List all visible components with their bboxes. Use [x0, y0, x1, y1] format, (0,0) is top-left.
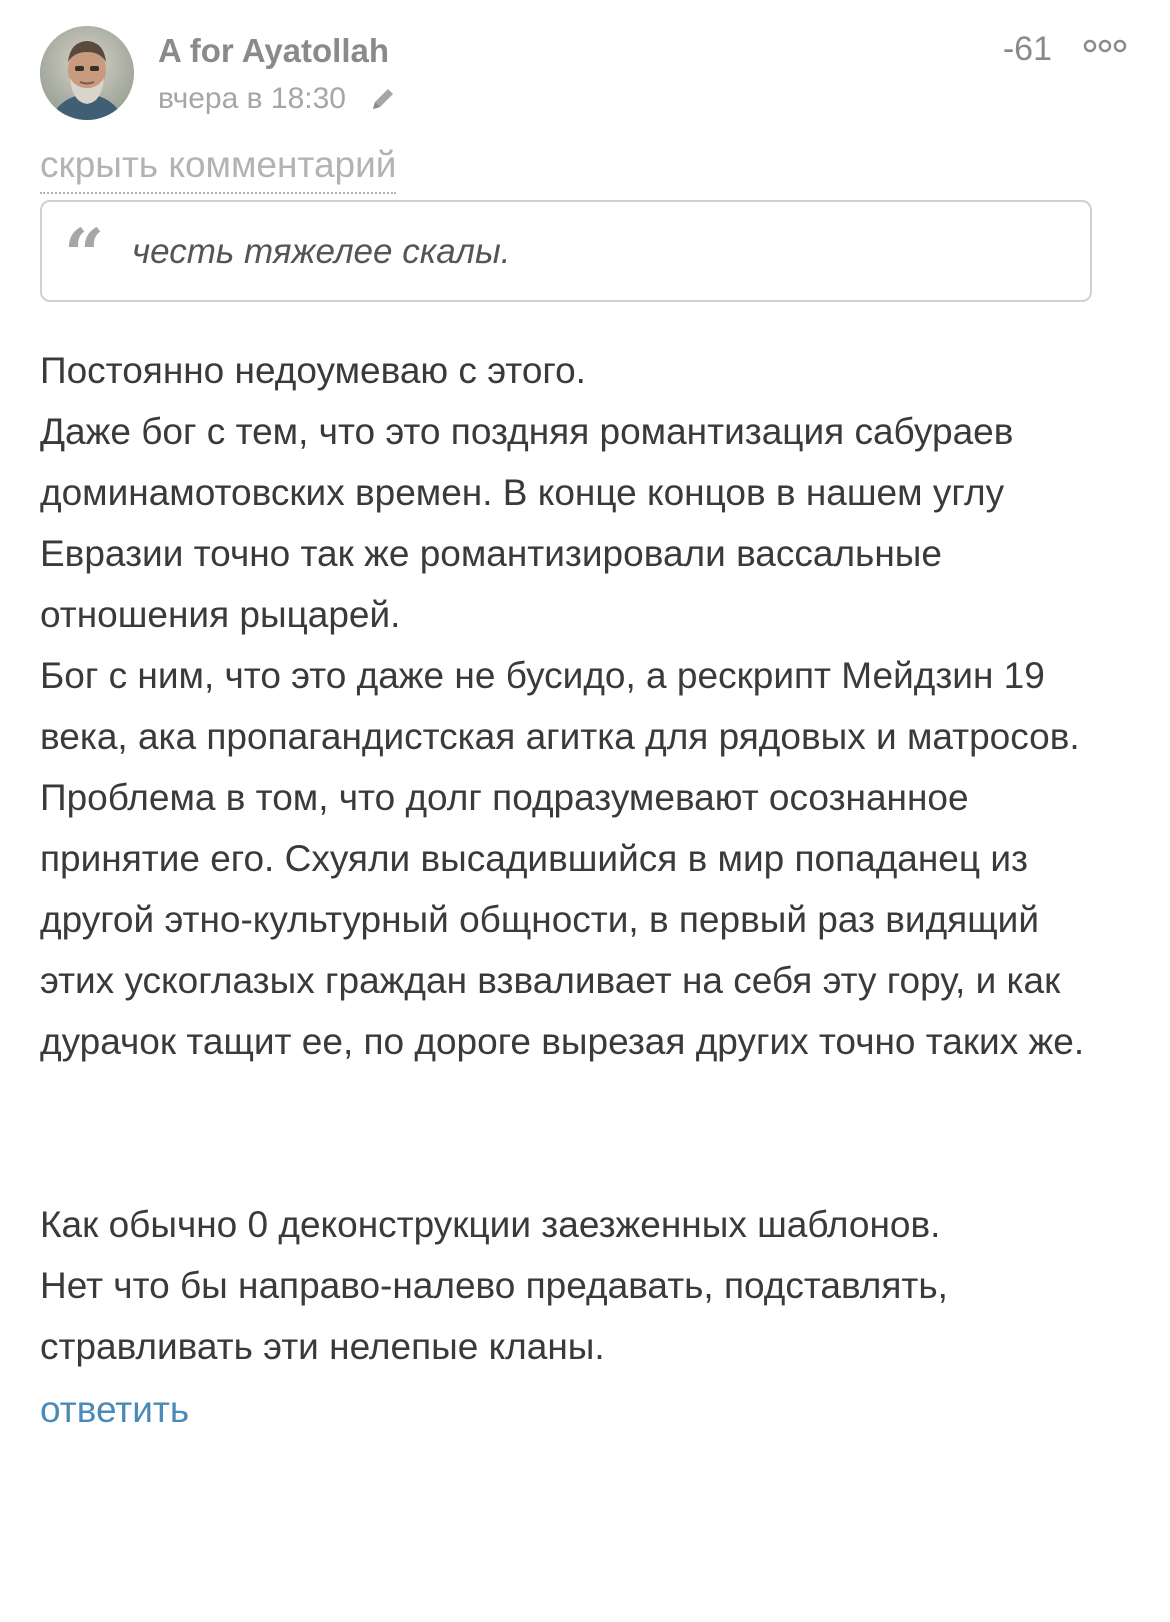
timestamp: вчера в 18:30 [158, 82, 346, 115]
paragraph: Постоянно недоумеваю с этого. [40, 350, 586, 391]
comment-header [40, 26, 1132, 122]
paragraph: Даже бог с тем, что это поздняя романтизация сабураев доминамотовских времен. В конце концов в нашем углу Евразии точно так же романтизировали вассальные отношения рыцарей. [40, 411, 1014, 635]
paragraph: Бог с ним, что это даже не бусидо, а рескрипт Мейдзин 19 века, ака пропагандистская агитка для рядовых и матросов. [40, 655, 1080, 757]
comment-rating: -61 [1002, 30, 1052, 68]
paragraph: Проблема в том, что долг подразумевают осознанное принятие его. Схуяли высадившийся в мир попаданец из другой этно-культурный общности, в первый раз видящий этих ускоглазых граждан взваливает на себя эту гору, и как дурачок тащит ее, по дороге вырезая других точно таких же. [40, 777, 1085, 1062]
reply-link[interactable]: ответить [40, 1389, 190, 1430]
quote-text: честь тяжелее скалы. [132, 232, 511, 271]
more-options-icon[interactable] [1082, 36, 1128, 56]
paragraph: Нет что бы направо-налево предавать, подставлять, стравливать эти нелепые кланы. [40, 1265, 948, 1367]
hide-comment-link[interactable]: скрыть комментарий [40, 144, 396, 194]
quote-icon: “ [64, 213, 105, 296]
comment [40, 26, 1132, 1431]
author-name[interactable]: A for Ayatollah [158, 32, 390, 69]
paragraph-spacer [40, 1072, 1120, 1194]
paragraph: Как обычно 0 деконструкции заезженных шаблонов. [40, 1204, 941, 1245]
quote-block [40, 200, 1092, 302]
comment-body [40, 340, 1120, 1377]
avatar[interactable] [40, 26, 134, 120]
comment-meta [158, 82, 398, 116]
pencil-icon[interactable] [368, 84, 398, 114]
